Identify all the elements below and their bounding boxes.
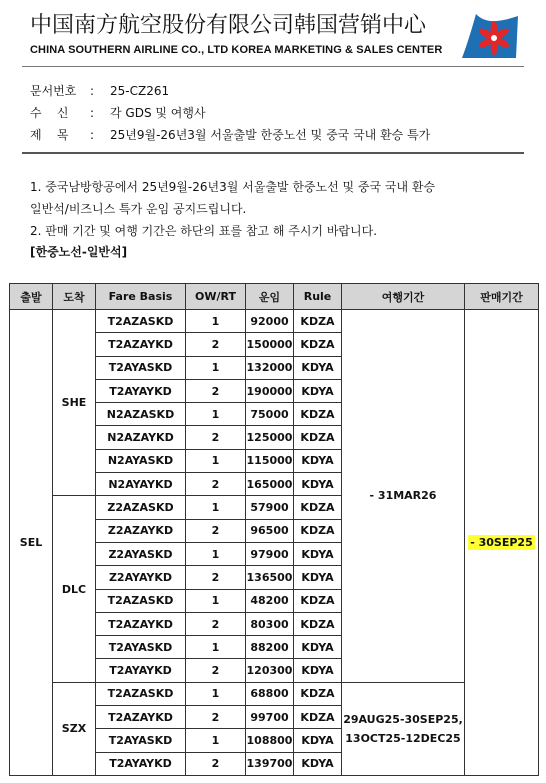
col-header-fare: 운임 <box>246 284 294 310</box>
rule-cell: KDYA <box>294 752 342 775</box>
ow-rt-cell: 1 <box>186 356 246 379</box>
col-header-destination: 도착 <box>53 284 96 310</box>
ow-rt-cell: 2 <box>186 706 246 729</box>
fare-amount-cell: 80300 <box>246 612 294 635</box>
fare-amount-cell: 139700 <box>246 752 294 775</box>
subject-value: 25년9월-26년3월 서울출발 한중노선 및 중국 국내 환승 특가 <box>110 128 431 142</box>
rule-cell: KDYA <box>294 473 342 496</box>
fare-amount-cell: 75000 <box>246 403 294 426</box>
ow-rt-cell: 1 <box>186 310 246 333</box>
fare-basis-cell: N2AZAYKD <box>96 426 186 449</box>
ow-rt-cell: 2 <box>186 519 246 542</box>
fare-basis-cell: N2AZASKD <box>96 403 186 426</box>
fare-basis-cell: T2AYASKD <box>96 729 186 752</box>
col-header-sale-period: 판매기간 <box>465 284 539 310</box>
fare-basis-cell: N2AYAYKD <box>96 473 186 496</box>
fare-basis-cell: Z2AYASKD <box>96 542 186 565</box>
rule-cell: KDYA <box>294 729 342 752</box>
fare-basis-cell: Z2AYAYKD <box>96 566 186 589</box>
rule-cell: KDZA <box>294 333 342 356</box>
recipient-row: 수 신 : 각 GDS 및 여행사 <box>30 106 206 120</box>
rule-cell: KDZA <box>294 426 342 449</box>
notice-line-2: 일반석/비즈니스 특가 운임 공지드립니다. <box>30 202 247 216</box>
fare-basis-cell: T2AZASKD <box>96 310 186 333</box>
ow-rt-cell: 2 <box>186 612 246 635</box>
fare-basis-cell: Z2AZAYKD <box>96 519 186 542</box>
fare-basis-cell: Z2AZASKD <box>96 496 186 519</box>
fare-basis-cell: T2AZAYKD <box>96 706 186 729</box>
doc-number-label: 문서번호 <box>30 84 77 98</box>
ow-rt-cell: 1 <box>186 729 246 752</box>
fare-amount-cell: 150000 <box>246 333 294 356</box>
col-header-travel-period: 여행기간 <box>342 284 465 310</box>
col-header-origin: 출발 <box>10 284 53 310</box>
col-header-rule: Rule <box>294 284 342 310</box>
fare-amount-cell: 120300 <box>246 659 294 682</box>
ow-rt-cell: 1 <box>186 403 246 426</box>
rule-cell: KDYA <box>294 659 342 682</box>
fare-amount-cell: 132000 <box>246 356 294 379</box>
ow-rt-cell: 1 <box>186 496 246 519</box>
fare-amount-cell: 115000 <box>246 449 294 472</box>
ow-rt-cell: 1 <box>186 542 246 565</box>
fare-basis-cell: T2AZAYKD <box>96 612 186 635</box>
fare-amount-cell: 88200 <box>246 636 294 659</box>
notice-line-3: 2. 판매 기간 및 여행 기간은 하단의 표를 참고 해 주시기 바랍니다. <box>30 224 378 238</box>
rule-cell: KDZA <box>294 589 342 612</box>
china-southern-logo-icon <box>454 12 520 62</box>
fare-basis-cell: T2AYAYKD <box>96 659 186 682</box>
rule-cell: KDYA <box>294 636 342 659</box>
ow-rt-cell: 2 <box>186 566 246 589</box>
fare-amount-cell: 136500 <box>246 566 294 589</box>
recipient-value: 각 GDS 및 여행사 <box>110 106 206 120</box>
fare-amount-cell: 190000 <box>246 379 294 402</box>
ow-rt-cell: 2 <box>186 426 246 449</box>
rule-cell: KDZA <box>294 612 342 635</box>
fare-row <box>10 682 539 705</box>
ow-rt-cell: 2 <box>186 379 246 402</box>
meta-divider <box>22 152 524 154</box>
ow-rt-cell: 2 <box>186 473 246 496</box>
recipient-label: 수 신 <box>30 106 69 120</box>
rule-cell: KDYA <box>294 542 342 565</box>
fare-basis-cell: N2AYASKD <box>96 449 186 472</box>
ow-rt-cell: 2 <box>186 333 246 356</box>
sale-period-highlight: - 30SEP25 <box>470 535 533 549</box>
ow-rt-cell: 1 <box>186 449 246 472</box>
fare-amount-cell: 57900 <box>246 496 294 519</box>
rule-cell: KDZA <box>294 496 342 519</box>
ow-rt-cell: 1 <box>186 682 246 705</box>
rule-cell: KDYA <box>294 566 342 589</box>
sale-period-cell <box>465 310 539 776</box>
destination-cell: SHE <box>53 310 96 496</box>
ow-rt-cell: 2 <box>186 659 246 682</box>
section-title: [한중노선-일반석] <box>30 245 128 259</box>
company-name-english: CHINA SOUTHERN AIRLINE CO., LTD KOREA MARKETING & SALES CENTER <box>30 44 443 56</box>
doc-number-value: 25-CZ261 <box>110 84 170 98</box>
destination-cell: SZX <box>53 682 96 775</box>
fare-basis-cell: T2AZAYKD <box>96 333 186 356</box>
rule-cell: KDZA <box>294 682 342 705</box>
fare-amount-cell: 125000 <box>246 426 294 449</box>
col-header-fare-basis: Fare Basis <box>96 284 186 310</box>
subject-row: 제 목 : 25년9월-26년3월 서울출발 한중노선 및 중국 국내 환승 특가 <box>30 128 431 142</box>
rule-cell: KDZA <box>294 403 342 426</box>
fare-table-header <box>10 284 539 310</box>
fare-basis-cell: T2AYASKD <box>96 636 186 659</box>
fare-basis-cell: T2AYAYKD <box>96 379 186 402</box>
fare-basis-cell: T2AYASKD <box>96 356 186 379</box>
header-divider <box>22 66 524 67</box>
rule-cell: KDYA <box>294 449 342 472</box>
notice-line-1: 1. 중국남방항공에서 25년9월-26년3월 서울출발 한중노선 및 중국 국내 환승 <box>30 180 436 194</box>
origin-cell: SEL <box>10 310 53 776</box>
col-header-ow-rt: OW/RT <box>186 284 246 310</box>
fare-row <box>10 310 539 333</box>
fare-basis-cell: T2AZASKD <box>96 589 186 612</box>
rule-cell: KDZA <box>294 310 342 333</box>
fare-amount-cell: 96500 <box>246 519 294 542</box>
destination-cell: DLC <box>53 496 96 682</box>
rule-cell: KDZA <box>294 519 342 542</box>
ow-rt-cell: 1 <box>186 636 246 659</box>
ow-rt-cell: 2 <box>186 752 246 775</box>
fare-amount-cell: 48200 <box>246 589 294 612</box>
fare-amount-cell: 68800 <box>246 682 294 705</box>
fare-amount-cell: 92000 <box>246 310 294 333</box>
travel-period-cell: 29AUG25-30SEP25, 13OCT25-12DEC25 <box>342 682 465 775</box>
rule-cell: KDZA <box>294 706 342 729</box>
company-name-chinese: 中国南方航空股份有限公司韩国营销中心 <box>30 13 427 38</box>
fare-amount-cell: 99700 <box>246 706 294 729</box>
fare-basis-cell: T2AZASKD <box>96 682 186 705</box>
fare-basis-cell: T2AYAYKD <box>96 752 186 775</box>
travel-period-cell: - 31MAR26 <box>342 310 465 683</box>
subject-label: 제 목 <box>30 128 69 142</box>
rule-cell: KDYA <box>294 356 342 379</box>
fare-amount-cell: 108800 <box>246 729 294 752</box>
fare-amount-cell: 165000 <box>246 473 294 496</box>
doc-number-row: 문서번호 : 25-CZ261 <box>30 84 170 98</box>
ow-rt-cell: 1 <box>186 589 246 612</box>
rule-cell: KDYA <box>294 379 342 402</box>
fare-table <box>9 283 539 776</box>
fare-amount-cell: 97900 <box>246 542 294 565</box>
